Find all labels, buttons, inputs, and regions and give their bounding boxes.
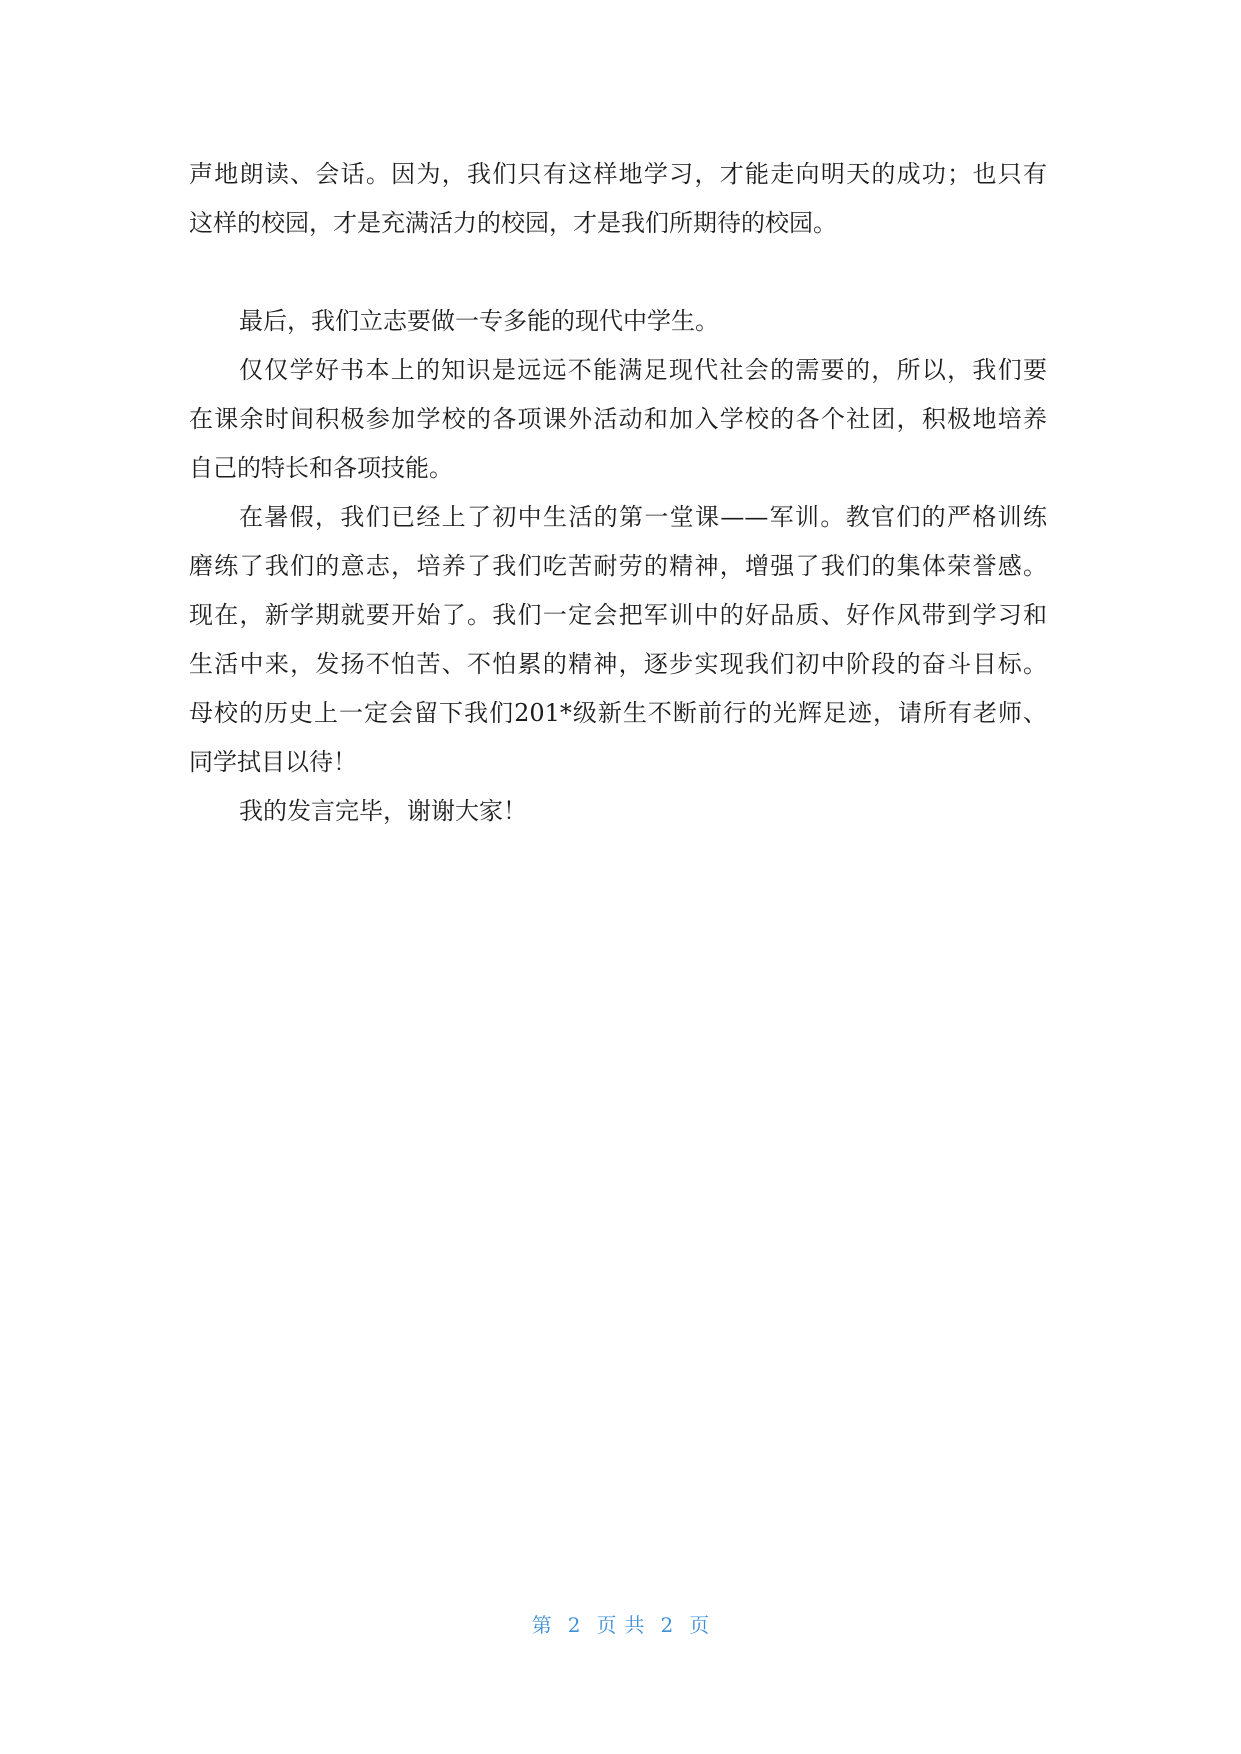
text-line: 同学拭目以待！ <box>189 748 357 776</box>
text-line: 母校的历史上一定会留下我们201*级新生不断前行的光辉足迹，请所有老师、 <box>189 699 1047 727</box>
page-footer <box>0 1611 1241 1639</box>
document-body <box>189 150 1047 836</box>
paragraph <box>189 150 1047 248</box>
text-line: 最后，我们立志要做一专多能的现代中学生。 <box>239 307 719 335</box>
text-line: 自己的特长和各项技能。 <box>189 454 453 482</box>
paragraph <box>189 346 1047 493</box>
page-label-middle: 页共 <box>596 1613 653 1637</box>
total-pages-number: 2 <box>660 1613 674 1637</box>
page-label-suffix: 页 <box>689 1613 710 1637</box>
page-label-prefix: 第 <box>531 1613 552 1637</box>
paragraph <box>189 297 1047 346</box>
text-line: 在课余时间积极参加学校的各项课外活动和加入学校的各个社团，积极地培养 <box>189 405 1047 433</box>
text-line: 磨练了我们的意志，培养了我们吃苦耐劳的精神，增强了我们的集体荣誉感。 <box>189 552 1047 580</box>
paragraph-spacer <box>189 248 1047 297</box>
text-line: 声地朗读、会话。因为，我们只有这样地学习，才能走向明天的成功；也只有 <box>189 160 1047 188</box>
text-line: 在暑假，我们已经上了初中生活的第一堂课——军训。教官们的严格训练 <box>239 503 1047 531</box>
text-line: 这样的校园，才是充满活力的校园，才是我们所期待的校园。 <box>189 209 837 237</box>
text-line: 我的发言完毕，谢谢大家！ <box>239 797 527 825</box>
text-line: 仅仅学好书本上的知识是远远不能满足现代社会的需要的，所以，我们要 <box>239 356 1047 384</box>
paragraph <box>189 787 1047 836</box>
paragraph <box>189 493 1047 787</box>
text-line: 生活中来，发扬不怕苦、不怕累的精神，逐步实现我们初中阶段的奋斗目标。 <box>189 650 1047 678</box>
text-line: 现在，新学期就要开始了。我们一定会把军训中的好品质、好作风带到学习和 <box>189 601 1047 629</box>
current-page-number: 2 <box>567 1613 581 1637</box>
